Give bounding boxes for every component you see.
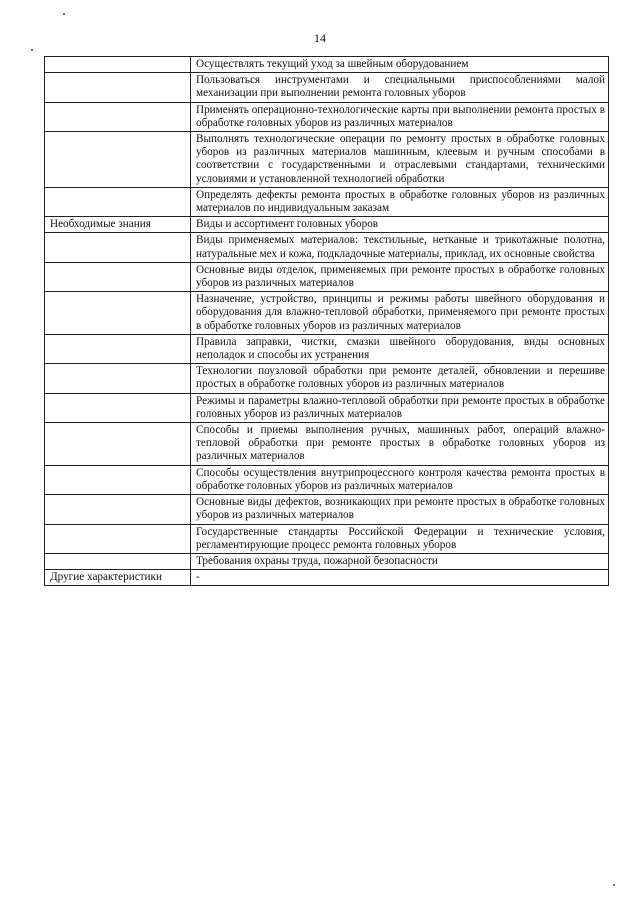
- label-cell-empty: [45, 553, 191, 569]
- table-row: [45, 262, 609, 291]
- label-cell-empty: [45, 233, 191, 262]
- label-cell-empty: [45, 334, 191, 363]
- table-row: [45, 423, 609, 466]
- table-row: [45, 73, 609, 102]
- label-cell-empty: [45, 423, 191, 466]
- label-cell-empty: [45, 393, 191, 422]
- skill-item: Пользоваться инструментами и специальными приспособлениями малой механизации при выполнении ремонта головных уборов: [191, 73, 609, 102]
- table-row: [45, 524, 609, 553]
- table-row: [45, 553, 609, 569]
- skill-item: Определять дефекты ремонта простых в обработке головных уборов из различных материалов по индивидуальным заказам: [191, 187, 609, 216]
- knowledge-item: Способы и приемы выполнения ручных, машинных работ, операций влажно-тепловой обработки при ремонте простых в обработке головных уборов из различных материалов: [191, 423, 609, 466]
- label-cell-empty: [45, 262, 191, 291]
- scan-speck: [613, 884, 615, 886]
- label-cell-empty: [45, 102, 191, 131]
- label-cell-empty: [45, 465, 191, 494]
- knowledge-item: Виды и ассортимент головных уборов: [191, 217, 609, 233]
- knowledge-label: Необходимые знания: [45, 217, 191, 233]
- table-row: [45, 132, 609, 188]
- label-cell-empty: [45, 187, 191, 216]
- label-cell-empty: [45, 495, 191, 524]
- table-row: [45, 57, 609, 73]
- label-cell-empty: [45, 73, 191, 102]
- knowledge-item: Режимы и параметры влажно-тепловой обработки при ремонте простых в обработке головных уборов из различных материалов: [191, 393, 609, 422]
- page-number: 14: [314, 31, 326, 45]
- knowledge-item: Назначение, устройство, принципы и режимы работы швейного оборудования и оборудования для влажно-тепловой обработки, применяемого при ремонте простых в обработке головных уборов из различных материалов: [191, 292, 609, 335]
- knowledge-item: Государственные стандарты Российской Федерации и технические условия, регламентирующие процесс ремонта головных уборов: [191, 524, 609, 553]
- knowledge-item: Виды применяемых материалов: текстильные, нетканые и трикотажные полотна, натуральные мех и кожа, подкладочные материалы, приклад, их основные свойства: [191, 233, 609, 262]
- scan-speck: [63, 13, 65, 15]
- label-cell-empty: [45, 57, 191, 73]
- scan-speck: [31, 49, 33, 51]
- skill-item: Применять операционно-технологические карты при выполнении ремонта простых в обработке головных уборов из различных материалов: [191, 102, 609, 131]
- table-row: [45, 465, 609, 494]
- label-cell-empty: [45, 292, 191, 335]
- table-row: [45, 102, 609, 131]
- knowledge-item: Правила заправки, чистки, смазки швейного оборудования, виды основных неполадок и способы их устранения: [191, 334, 609, 363]
- table-row: [45, 187, 609, 216]
- table-row: [45, 570, 609, 586]
- table-row: [45, 292, 609, 335]
- table-row: [45, 495, 609, 524]
- label-cell-empty: [45, 132, 191, 188]
- knowledge-item: Основные виды отделок, применяемых при ремонте простых в обработке головных уборов из различных материалов: [191, 262, 609, 291]
- table-row: [45, 217, 609, 233]
- knowledge-item: Способы осуществления внутрипроцессного контроля качества ремонта простых в обработке головных уборов из различных материалов: [191, 465, 609, 494]
- knowledge-item: Основные виды дефектов, возникающих при ремонте простых в обработке головных уборов из различных материалов: [191, 495, 609, 524]
- skill-item: Выполнять технологические операции по ремонту простых в обработке головных уборов из различных материалов машинным, клеевым и ручным способами в соответствии с государственными и отраслевыми стандартами, техническими условиями и установленной технологией обработки: [191, 132, 609, 188]
- label-cell-empty: [45, 524, 191, 553]
- skill-item: Осуществлять текущий уход за швейным оборудованием: [191, 57, 609, 73]
- table-row: [45, 364, 609, 393]
- table-row: [45, 393, 609, 422]
- table-row: [45, 334, 609, 363]
- requirements-table: [44, 56, 609, 586]
- other-characteristics-label: Другие характеристики: [45, 570, 191, 586]
- label-cell-empty: [45, 364, 191, 393]
- table-row: [45, 233, 609, 262]
- knowledge-item: Требования охраны труда, пожарной безопасности: [191, 553, 609, 569]
- other-characteristics-value: -: [191, 570, 609, 586]
- knowledge-item: Технологии поузловой обработки при ремонте деталей, обновлении и перешиве простых в обработке головных уборов из различных материалов: [191, 364, 609, 393]
